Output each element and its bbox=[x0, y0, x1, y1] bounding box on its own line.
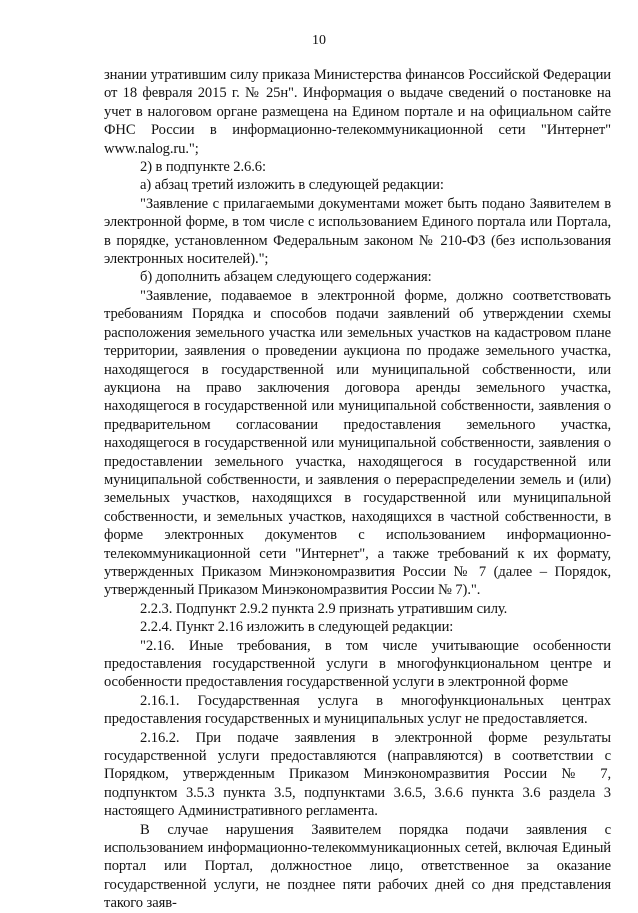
paragraph-subpoint-2: 2) в подпункте 2.6.6: bbox=[140, 159, 266, 176]
paragraph-2-16-2: 2.16.2. При подаче заявления в электронной форме результаты государственной услуги предоставляются (направляются) в соответствии с Порядком, утвержденным Приказом Минэкономразвития России № 7, подпунктом 3.5.3 пункта 3.5, подпунктами 3.6.5, 3.6.6 пункта 3.6 раздела 3 настоящего Административного регламента. bbox=[104, 729, 611, 820]
page-number: 10 bbox=[312, 33, 326, 48]
paragraph-violation-case: В случае нарушения Заявителем порядка подачи заявления с использованием информационно-телекоммуникационных сетей, включая Единый портал или Портал, должностное лицо, ответственное за оказание государственной услуги, не позднее пяти рабочих дней со дня представления такого заяв- bbox=[104, 821, 611, 912]
paragraph-2-16-1: 2.16.1. Государственная услуга в многофункциональных центрах предоставления государственных и муниципальных услуг не предоставляется. bbox=[104, 692, 611, 728]
paragraph-quote-application: "Заявление с прилагаемыми документами может быть подано Заявителем в электронной форме, в том числе с использованием Единого портала или Портала, в порядке, установленном Федеральным законом № 210-ФЗ (без использования электронных носителей)."; bbox=[104, 195, 611, 268]
paragraph-continuation: знании утратившим силу приказа Министерства финансов Российской Федерации от 18 февраля 2015 г. № 25н". Информация о выдаче сведений о постановке на учет в налоговом органе размещена на Едином портале и на официальном сайте ФНС России в информационно-телекоммуникационной сети "Интернет" www.nalog.ru."; bbox=[104, 67, 611, 157]
paragraph-subpoint-a: а) абзац третий изложить в следующей редакции: bbox=[140, 177, 444, 194]
paragraph-subpoint-b: б) дополнить абзацем следующего содержания: bbox=[140, 269, 432, 286]
document-body bbox=[104, 66, 611, 913]
paragraph-2-2-4: 2.2.4. Пункт 2.16 изложить в следующей редакции: bbox=[140, 619, 454, 636]
paragraph-2-2-3: 2.2.3. Подпункт 2.9.2 пункта 2.9 признать утратившим силу. bbox=[140, 600, 508, 617]
paragraph-2-16: "2.16. Иные требования, в том числе учитывающие особенности предоставления государственной услуги в многофункциональном центре и особенности предоставления государственной услуги в электронной форме bbox=[104, 637, 611, 691]
paragraph-quote-requirements: "Заявление, подаваемое в электронной форме, должно соответствовать требованиям Порядка и способов подачи заявлений об утверждении схемы расположения земельного участка или земельных участков на кадастровом плане территории, заявления о проведении аукциона по продаже земельного участка, находящегося в государственной или муниципальной собственности, или аукциона на право заключения договора аренды земельного участка, находящегося в государственной или муниципальной собственности, заявления о предварительном согласовании предоставления земельного участка, находящегося в государственной или муниципальной собственности, заявления о предоставлении земельного участка, находящегося в государственной или муниципальной собственности, и заявления о перераспределении земель и (или) земельных участков, находящихся в государственной или муниципальной собственности, и земельных участков, находящихся в частной собственности, в форме электронных документов с использованием информационно-телекоммуникационной сети "Интернет", а также требований к их формату, утвержденных Приказом Минэкономразвития России № 7 (далее – Порядок, утвержденный Приказом Минэкономразвития России № 7).". bbox=[104, 287, 611, 599]
